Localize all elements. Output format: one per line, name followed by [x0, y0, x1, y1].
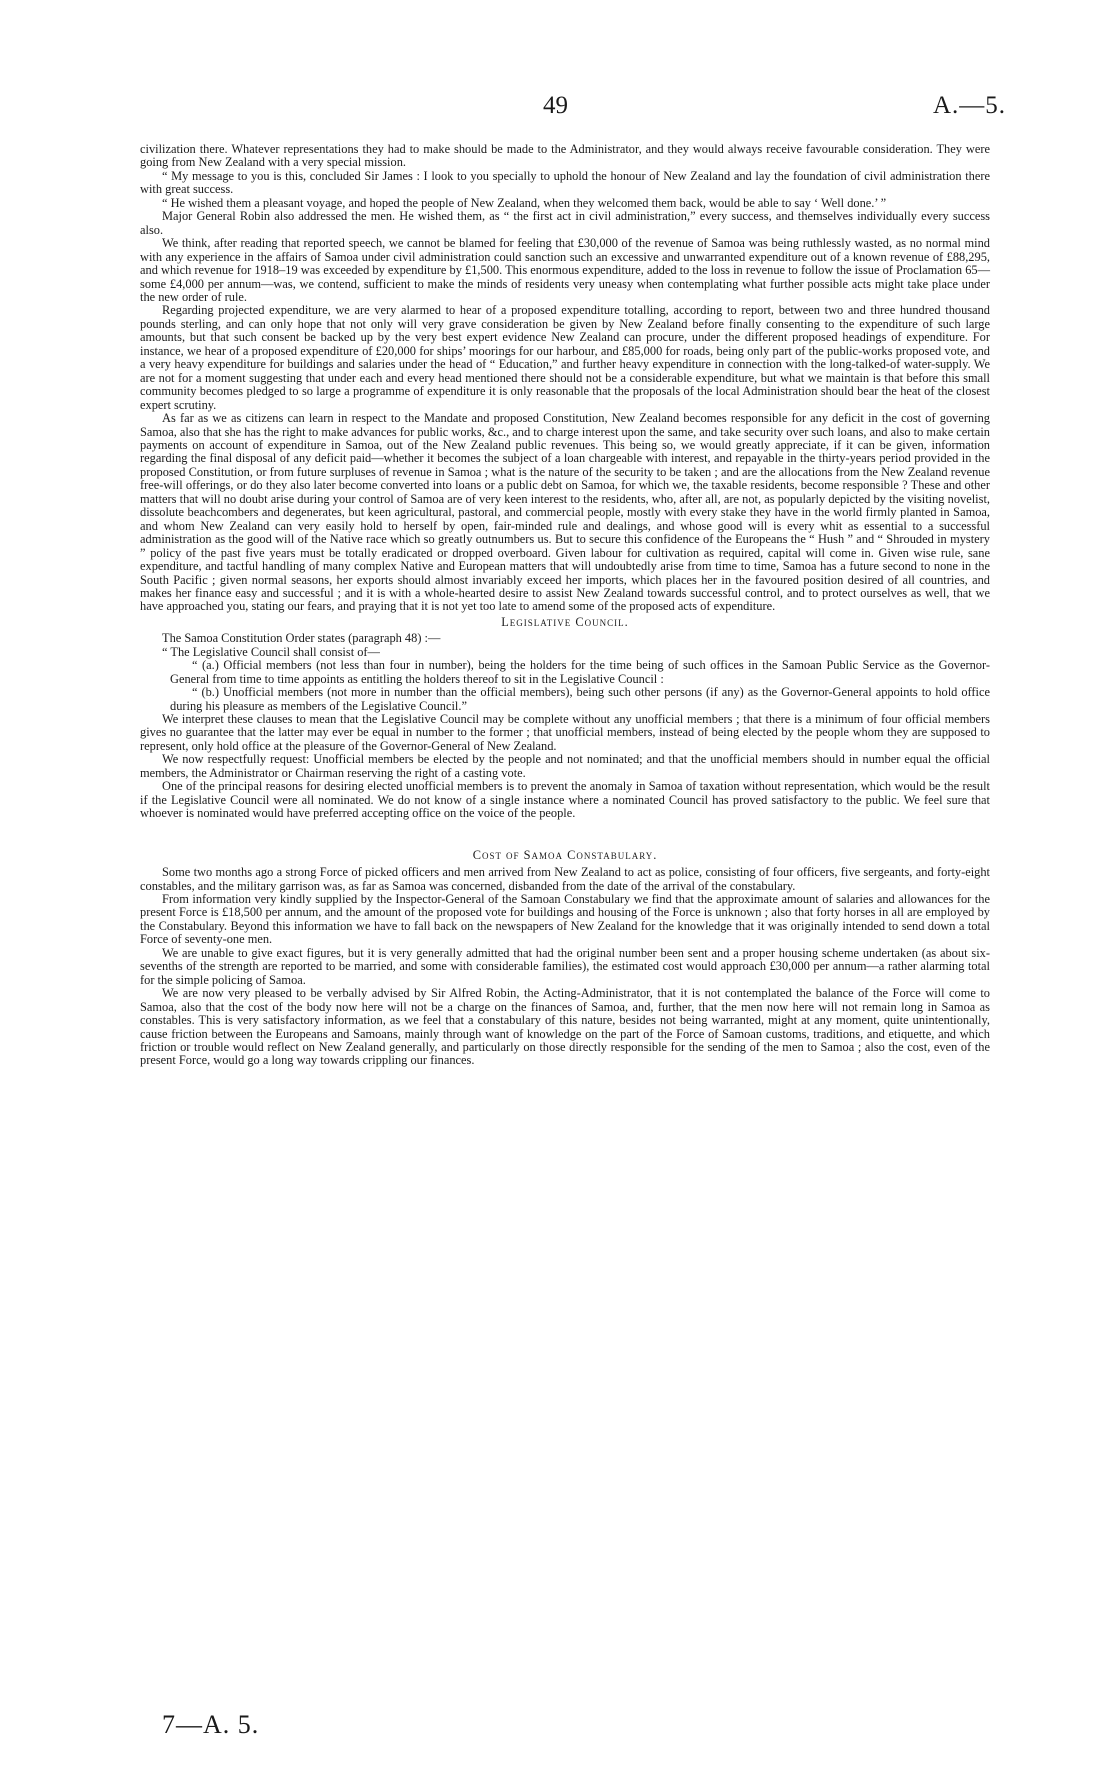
paragraph: “ My message to you is this, concluded Sir James : I look to you specially to uphold the honour of New Zealand and lay the foundation of civil administration there with great success. [140, 168, 990, 197]
paragraph: We think, after reading that reported speech, we cannot be blamed for feeling that £30,000 of the revenue of Samoa was being ruthlessly wasted, as no normal mind with any experience in the affairs of Samoa under civil administration could sanction such an excessive and unwarranted expenditure out of a known revenue of £88,295, and which revenue for 1918–19 was exceeded by expenditure by £1,500. This enormous expenditure, added to the loss in revenue to follow the issue of Proclamation 65—some £4,000 per annum—was, we contend, sufficient to make the minds of residents very uneasy when contemplating what further possible acts might take place under the new order of rule. [140, 236, 990, 304]
paragraph: Regarding projected expenditure, we are very alarmed to hear of a proposed expenditure totalling, according to report, between two and three hundred thousand pounds sterling, and can only hope that not only will very grave consideration be given by New Zealand before finally consenting to the expenditure of such large amounts, but that such consent be backed up by the very best expert evidence New Zealand can procure, under the different proposed headings of expenditure. For instance, we hear of a proposed expenditure of £20,000 for ships’ moorings for our harbour, and £85,000 for roads, being only part of the public-works proposed vote, and a very heavy expenditure for buildings and salaries under the head of “ Education,” and further heavy expenditure in connection with the long-talked-of water-supply. We are not for a moment suggesting that under each and every head mentioned there should not be a considerable expenditure, but what we maintain is that before this small community becomes pledged to so large a programme of expenditure it is only reasonable that the proposals of the local Administration should bear the heat of the closest expert scrutiny. [140, 303, 990, 412]
quote-item-b: “ (b.) Unofficial members (not more in number than the official members), being such other persons (if any) as the Governor-General appoints to hold office during his pleasure as members of the Legislative Council.” [170, 685, 990, 713]
paragraph: “ He wished them a pleasant voyage, and hoped the people of New Zealand, when they welcomed them back, would be able to say ‘ Well done.’ ” [162, 195, 887, 210]
paragraph: As far as we as citizens can learn in respect to the Mandate and proposed Constitution, New Zealand becomes responsible for any deficit in the cost of governing Samoa, also that she has the right to make advances for public works, &c., and to charge interest upon the same, and take security over such loans, and also to make certain payments on account of expenditure in Samoa, out of the New Zealand public revenues. This being so, we would greatly appreciate, if it can be given, information regarding the final disposal of any deficit paid—whether it becomes the subject of a loan chargeable with interest, and repayable in the thirty-years period provided in the proposed Constitution, or from future surpluses of revenue in Samoa ; what is the nature of the security to be taken ; and are the allocations from the New Zealand revenue free-will offerings, or do they also later become converted into loans or a public debt on Samoa, for which we, the taxable residents, become responsible ? These and other matters that will no doubt arise during your control of Samoa are of very keen interest to the residents, who, after all, are not, as popularly depicted by the visiting novelist, dissolute beachcombers and degenerates, but keen agricultural, pastoral, and commercial people, mostly with every stake they have in the world firmly planted in Samoa, and whom New Zealand can very easily hold to herself by open, fair-minded rule and dealings, and whose good will is every whit as essential to a successful administration as the good will of the Native race which so greatly outnumbers us. But to secure this confidence of the Europeans the “ Hush ” and “ Shrouded in mystery ” policy of the past five years must be totally eradicated or dropped overboard. Given labour for cultivation as required, capital will come in. Given wise rule, sane expenditure, and tactful handling of many complex Native and European matters that will undoubtedly arise from time to time, Samoa has a future second to none in the South Pacific ; given normal seasons, her exports should almost invariably exceed her imports, which places her in the favoured position desired of all countries, and makes her finance easy and successful ; and it is with a whole-hearted desire to assist New Zealand towards successful control, and to protect ourselves as well, that we have approached you, stating our fears, and praying that it is not yet too late to amend some of the proposed acts of expenditure. [140, 411, 990, 614]
paragraph: One of the principal reasons for desiring elected unofficial members is to prevent the anomaly in Samoa of taxation without representation, which would be the result if the Legislative Council were all nominated. We do not know of a single instance where a nominated Council has proved satisfactory to the public. We feel sure that whoever is nominated would have preferred accepting office on the voice of the people. [140, 779, 990, 821]
section-heading-constabulary: Cost of Samoa Constabulary. [472, 847, 658, 862]
page-number: 49 [543, 92, 568, 119]
paragraph: Some two months ago a strong Force of picked officers and men arrived from New Zealand to act as police, consisting of four officers, five sergeants, and forty-eight constables, and the military garrison was, as far as Samoa was concerned, disbanded from the date of the arrival of the constabulary. [140, 865, 990, 893]
paragraph: We are now very pleased to be verbally advised by Sir Alfred Robin, the Acting-Administrator, that it is not contemplated the balance of the Force will come to Samoa, also that the cost of the body now here will not be a charge on the finances of Samoa, and, further, that the men now here will not remain long in Samoa as constables. This is very satisfactory information, as we feel that a constabulary of this nature, besides not being warranted, might at any moment, quite unintentionally, cause friction between the Europeans and Samoans, mainly through want of knowledge on the part of the Force of Samoan customs, traditions, and etiquette, and which friction or trouble would reflect on New Zealand generally, and particularly on those directly responsible for the sending of the men to Samoa ; also the cost, even of the present Force, would go a long way towards crippling our finances. [140, 986, 990, 1068]
quote-item-a: “ (a.) Official members (not less than four in number), being the holders for the time being of such offices in the Samoan Public Service as the Governor-General from time to time appoints as entitling the holders thereof to sit in the Legislative Council : [170, 658, 990, 686]
quote-line: “ The Legislative Council shall consist of— [162, 644, 380, 659]
page-header [0, 92, 1114, 122]
body-text [140, 143, 990, 1068]
paragraph: We interpret these clauses to mean that the Legislative Council may be complete without any unofficial members ; that there is a minimum of four official members gives no guarantee that the latter may ever be equal in number to the former ; that unofficial members, instead of being elected by the people whom they are supposed to represent, only hold office at the pleasure of the Governor-General of New Zealand. [140, 712, 990, 753]
paragraph: From information very kindly supplied by the Inspector-General of the Samoan Constabulary we find that the approximate amount of salaries and allowances for the present Force is £18,500 per annum, and the amount of the proposed vote for buildings and housing of the Force is unknown ; also that forty horses in all are employed by the Constabulary. Beyond this information we have to fall back on the newspapers of New Zealand for the knowledge that it was originally intended to send down a total Force of seventy-one men. [140, 892, 990, 947]
paragraph: Major General Robin also addressed the men. He wished them, as “ the first act in civil administration,” every success, and themselves individually every success also. [140, 209, 990, 237]
paragraph: We are unable to give exact figures, but it is very generally admitted that had the original number been sent and a proper housing scheme undertaken (as about six-sevenths of the strength are reported to be married, and some with considerable families), the estimated cost would approach £30,000 per annum—a rather alarming total for the simple policing of Samoa. [140, 945, 990, 987]
document-reference: A.—5. [932, 92, 1006, 119]
section-heading-legislative-council: Legislative Council. [501, 614, 629, 629]
signature-reference: 7—A. 5. [162, 1710, 260, 1739]
paragraph: civilization there. Whatever representations they had to make should be made to the Administrator, and they would always receive favourable consideration. They were going from New Zealand with a very special mission. [140, 142, 990, 170]
paragraph: The Samoa Constitution Order states (paragraph 48) :— [162, 631, 441, 646]
paragraph: We now respectfully request: Unofficial members be elected by the people and not nominated; and that the unofficial members should in number equal the official members, the Administrator or Chairman reserving the right of a casting vote. [140, 752, 990, 780]
